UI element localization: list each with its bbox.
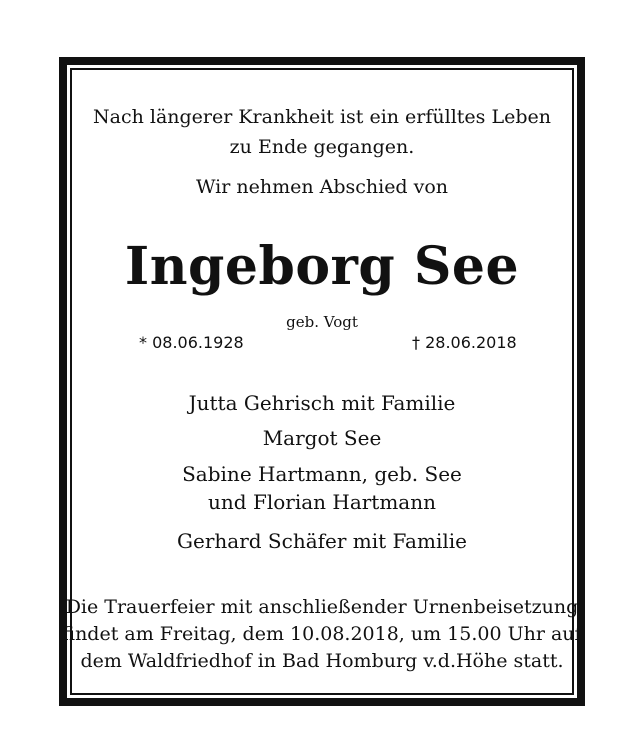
ceremony-line-2: findet am Freitag, dem 10.08.2018, um 15.00 Uhr auf: [62, 623, 582, 645]
death-date: † 28.06.2018: [412, 333, 517, 352]
birth-date: * 08.06.1928: [139, 333, 244, 352]
maiden-name: geb. Vogt: [286, 313, 358, 331]
mourner-line: Gerhard Schäfer mit Familie: [177, 529, 467, 553]
ceremony-line-1: Die Trauerfeier mit anschließender Urnenbeisetzung: [65, 596, 579, 618]
mourner-line: Jutta Gehrisch mit Familie: [188, 391, 456, 415]
ceremony-line-3: dem Waldfriedhof in Bad Homburg v.d.Höhe statt.: [80, 650, 564, 672]
obituary-notice: [59, 57, 585, 706]
farewell-line: Wir nehmen Abschied von: [195, 176, 449, 198]
intro-line-1: Nach längerer Krankheit ist ein erfülltes Leben: [93, 106, 551, 128]
deceased-name: Ingeborg See: [124, 236, 520, 297]
mourner-line: Sabine Hartmann, geb. See: [182, 462, 462, 486]
mourner-line: Margot See: [262, 426, 382, 450]
intro-line-2: zu Ende gegangen.: [229, 136, 415, 158]
mourner-line: und Florian Hartmann: [208, 490, 436, 514]
